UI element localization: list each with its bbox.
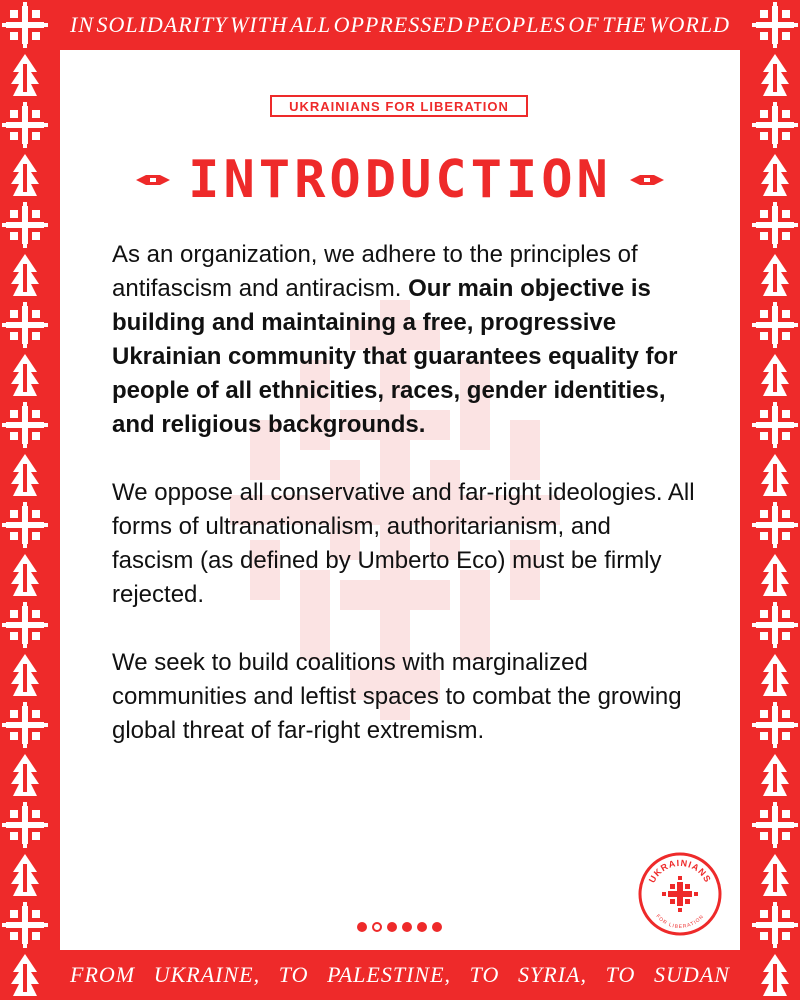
paragraph-1: [112, 238, 697, 442]
org-tag: UKRAINIANS FOR LIBERATION: [270, 95, 528, 117]
paragraph-2: We oppose all conservative and far-right ideologies. All forms of ultranationalism, authoritarianism, and fascism (as defined by Umberto Eco) must be firmly rejected.: [112, 479, 695, 608]
banner-word: THE: [602, 12, 647, 37]
page-dot-current[interactable]: [372, 922, 382, 932]
diamond-ornament-icon: [136, 172, 170, 188]
banner-word: TO: [605, 962, 636, 987]
banner-word: TO: [278, 962, 309, 987]
banner-word: OPPRESSED: [333, 12, 464, 37]
banner-word: WORLD: [649, 12, 730, 37]
banner-word: FROM: [70, 962, 136, 987]
banner-word: ALL: [290, 12, 332, 37]
banner-word: PEOPLES: [466, 12, 566, 37]
page-dot[interactable]: [432, 922, 442, 932]
banner-word: TO: [469, 962, 500, 987]
paragraph-1-bold: Our main objective is building and maintaining a free, progressive Ukrainian community that guarantees equality for people of all ethnicities, races, gender identities, and religious backgrounds.: [112, 275, 678, 438]
org-logo: [638, 852, 722, 936]
content-panel: [60, 50, 740, 950]
banner-word: SOLIDARITY: [96, 12, 228, 37]
diamond-ornament-icon: [630, 172, 664, 188]
banner-word: WITH: [229, 12, 288, 37]
paragraph-1-text: As an organization, we adhere to the principles of antifascism and antiracism.: [112, 241, 638, 302]
logo-top-text: UKRAINIANS: [646, 857, 714, 885]
heading-row: [110, 145, 690, 215]
page-dot[interactable]: [417, 922, 427, 932]
banner-word: IN: [70, 12, 94, 37]
bottom-banner: [50, 950, 750, 1000]
pagination-dots: [357, 922, 442, 932]
paragraph-3: We seek to build coalitions with marginalized communities and leftist spaces to combat the growing global threat of far-right extremism.: [112, 649, 682, 744]
logo-bottom-text: FOR LIBERATION: [654, 913, 706, 931]
left-ornament-border: [0, 0, 50, 1000]
page-dot[interactable]: [402, 922, 412, 932]
banner-word: OF: [568, 12, 600, 37]
page-dot[interactable]: [357, 922, 367, 932]
top-banner: [50, 0, 750, 50]
right-ornament-border: [750, 0, 800, 1000]
page-title: INTRODUCTION: [188, 150, 612, 210]
banner-word: SUDAN: [654, 962, 730, 987]
banner-word: UKRAINE,: [153, 962, 261, 987]
body-text: [112, 238, 697, 782]
banner-word: PALESTINE,: [327, 962, 452, 987]
page-dot[interactable]: [387, 922, 397, 932]
banner-word: SYRIA,: [518, 962, 587, 987]
